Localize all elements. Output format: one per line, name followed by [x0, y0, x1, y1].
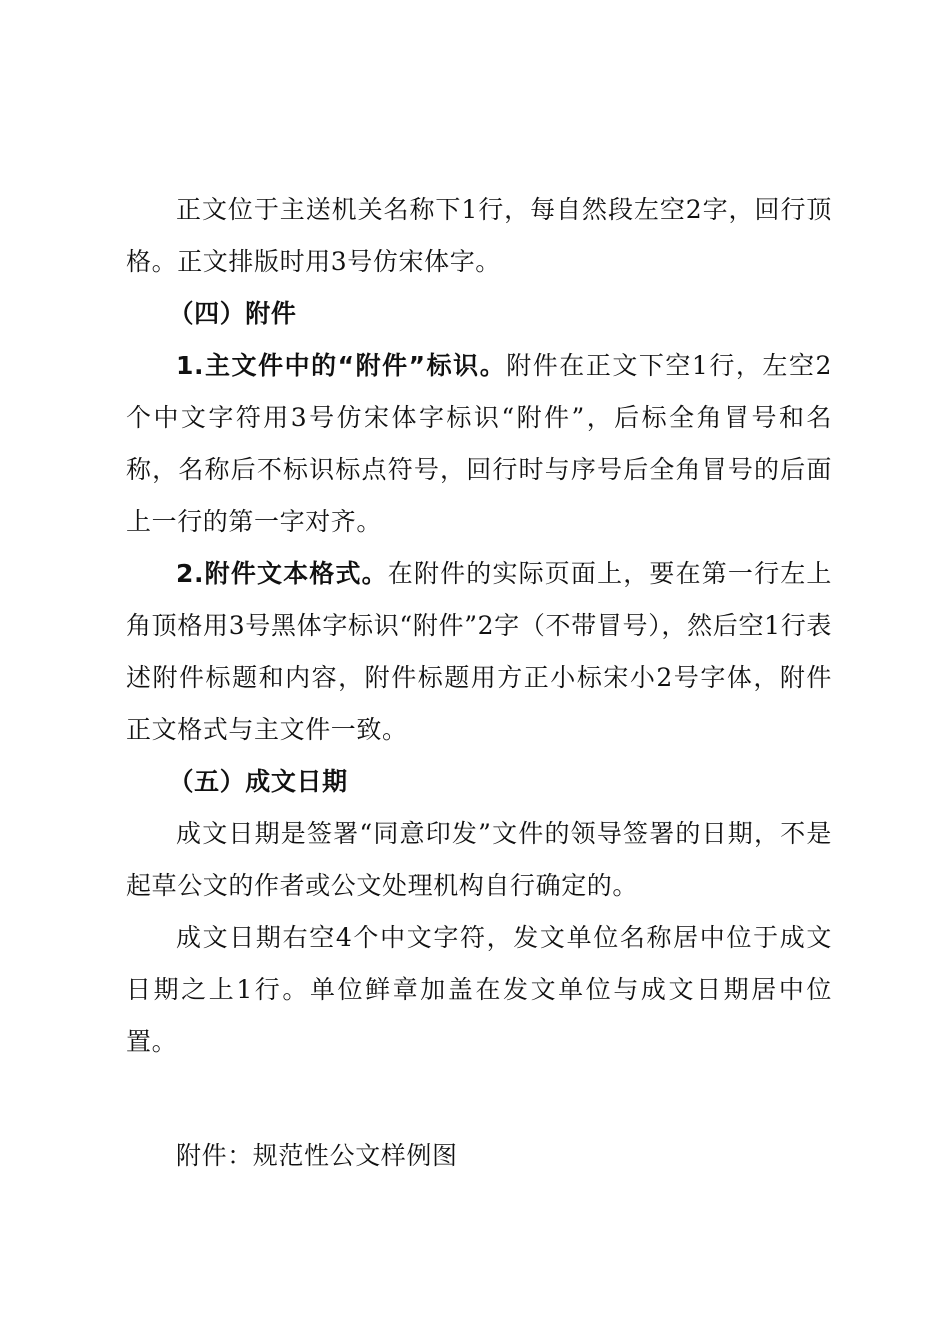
attachment-note: 附件：规范性公文样例图	[176, 1141, 458, 1170]
item-lead-attachment-format: 2.附件文本格式。	[176, 559, 388, 588]
item-text-attachment-mark: 附件在正文下空1行，左空2个中文字符用3号仿宋体字标识“附件”，后标全角冒号和名称，名称后不标识标点符号，回行时与序号后全角冒号的后面上一行的第一字对齐。	[126, 351, 832, 536]
paragraph-attachment-format	[126, 548, 832, 756]
blank-line	[126, 1068, 832, 1130]
paragraph-date-position: 成文日期右空4个中文字符，发文单位名称居中位于成文日期之上1行。单位鲜章加盖在发文单位与成文日期居中位置。	[126, 923, 832, 1056]
document-body	[126, 184, 832, 1182]
section-heading-attachment: （四）附件	[168, 299, 297, 328]
item-text-attachment-format: 在附件的实际页面上，要在第一行左上角顶格用3号黑体字标识“附件”2字（不带冒号），然后空1行表述附件标题和内容，附件标题用方正小标宋小2号字体，附件正文格式与主文件一致。	[126, 559, 832, 744]
paragraph-date-definition: 成文日期是签署“同意印发”文件的领导签署的日期，不是起草公文的作者或公文处理机构自行确定的。	[126, 819, 832, 900]
paragraph-attachment-mark	[126, 340, 832, 548]
section-heading-date: （五）成文日期	[168, 767, 348, 796]
paragraph-body-position: 正文位于主送机关名称下1行，每自然段左空2字，回行顶格。正文排版时用3号仿宋体字。	[126, 195, 832, 276]
item-lead-attachment-mark: 1.主文件中的“附件”标识。	[176, 351, 507, 380]
